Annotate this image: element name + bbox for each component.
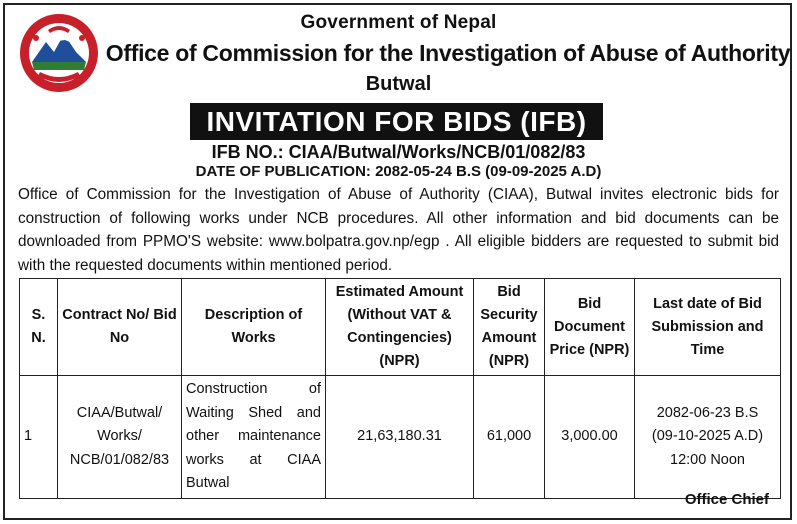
- deadline-ad: (09-10-2025 A.D): [651, 428, 764, 444]
- header-deadline: Last date of Bid Submission and Time: [635, 279, 781, 376]
- header-sn: S. N.: [20, 279, 58, 376]
- bid-table: [19, 278, 781, 499]
- header-bid-security: Bid Security Amount (NPR): [474, 279, 545, 376]
- ifb-number: IFB NO.: CIAA/Butwal/Works/NCB/01/082/83: [211, 142, 586, 162]
- description-text: Construction of Waiting Shed and other maintenance works at CIAA: [186, 381, 321, 468]
- cell-bid-security: 61,000: [474, 376, 545, 499]
- table-header-row: [20, 279, 781, 376]
- cell-sn: 1: [20, 376, 58, 499]
- header-contract-no: Contract No/ Bid No: [58, 279, 182, 376]
- deadline-time: 12:00 Noon: [670, 451, 745, 468]
- signatory: Office Chief: [684, 491, 769, 508]
- cell-estimated-amount: 21,63,180.31: [326, 376, 474, 499]
- description-text-end: Butwal: [186, 475, 230, 491]
- office-heading: Office of Commission for the Investigation of Abuse of Authority: [105, 40, 791, 66]
- cell-contract-no: CIAA/Butwal/ Works/ NCB/01/082/83: [58, 376, 182, 499]
- city-heading: Butwal: [365, 73, 432, 95]
- header-description: Description of Works: [182, 279, 326, 376]
- government-heading: Government of Nepal: [300, 12, 497, 33]
- deadline-bs: 2082-06-23 B.S: [656, 404, 759, 421]
- ifb-title-banner: INVITATION FOR BIDS (IFB): [190, 103, 603, 140]
- publication-date: DATE OF PUBLICATION: 2082-05-24 B.S (09-09-2025 A.D): [195, 163, 602, 180]
- notice-body: Office of Commission for the Investigation of Abuse of Authority (CIAA), Butwal invites electronic bids for construction of following works under NCB procedures. All other information and bid documents can be downloaded from PPMO'S website: www.bolpatra.gov.np/egp . All eligible bidders are requested to submit bid with the requested documents within mentioned period.: [18, 186, 779, 274]
- cell-document-price: 3,000.00: [545, 376, 635, 499]
- cell-deadline: [635, 376, 781, 499]
- header-document-price: Bid Document Price (NPR): [545, 279, 635, 376]
- table-row: [20, 376, 781, 499]
- cell-description: [182, 376, 326, 499]
- header-estimated-amount: Estimated Amount (Without VAT & Contingencies) (NPR): [326, 279, 474, 376]
